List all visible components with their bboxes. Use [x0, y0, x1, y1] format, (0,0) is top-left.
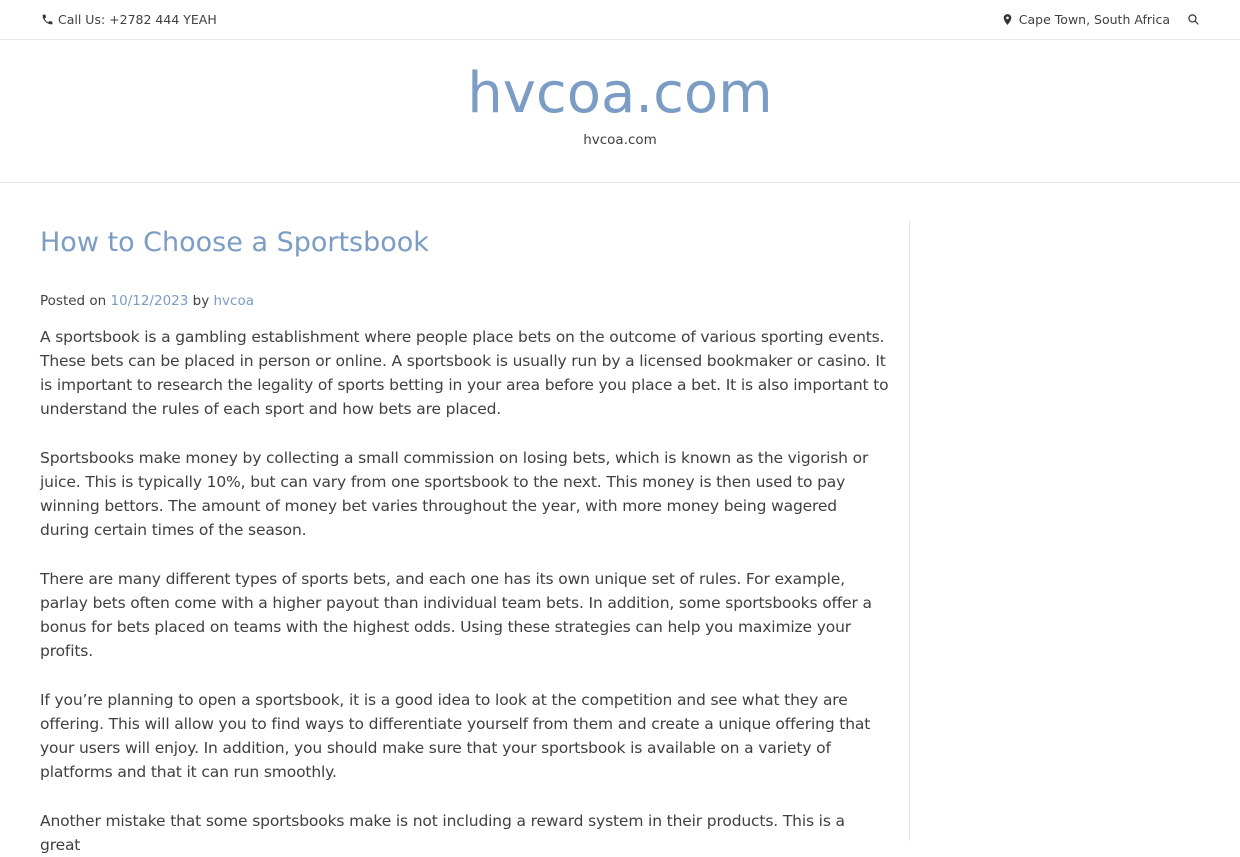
post-content: [40, 325, 889, 857]
site-title-link[interactable]: hvcoa.com: [467, 61, 773, 126]
site-header: [0, 40, 1240, 183]
post-paragraph: A sportsbook is a gambling establishment where people place bets on the outcome of various sporting events. These bets can be placed in person or online. A sportsbook is usually run by a licensed bookmaker or casino. It is important to research the legality of sports betting in your area before you place a bet. It is also important to understand the rules of each sport and how bets are placed.: [40, 328, 889, 418]
posted-on-label: Posted on: [40, 293, 107, 309]
site-description: hvcoa.com: [583, 132, 657, 148]
post-title: How to Choose a Sportsbook: [40, 227, 429, 258]
content-area: [0, 221, 1240, 854]
post-paragraph: If you’re planning to open a sportsbook, it is a good idea to look at the competition and see what they are offering. This will allow you to find ways to differentiate yourself from them and create a unique offering that your users will enjoy. In addition, you should make sure that your sportsbook is available on a variety of platforms and that it can run smoothly.: [40, 691, 871, 781]
post-date-link[interactable]: 10/12/2023: [110, 293, 189, 309]
post-paragraph: There are many different types of sports bets, and each one has its own unique set of rules. For example, parlay bets often come with a higher payout than individual team bets. In addition, some sportsbooks offer a bonus for bets placed on teams with the highest odds. Using these strategies can help you maximize your profits.: [40, 570, 872, 660]
post-article: [40, 223, 889, 857]
location-text: Cape Town, South Africa: [1018, 12, 1170, 27]
phone-text: Call Us: +2782 444 YEAH: [58, 12, 217, 27]
top-bar: [0, 0, 1240, 40]
post-author-link[interactable]: hvcoa: [213, 293, 254, 309]
post-paragraph: Another mistake that some sportsbooks make is not including a reward system in their products. This is a great: [40, 812, 845, 854]
post-meta: [40, 293, 889, 309]
search-icon[interactable]: [1186, 13, 1200, 27]
topbar-right: [1001, 12, 1200, 27]
primary-content: [40, 221, 910, 854]
phone-icon: [40, 13, 54, 27]
map-marker-icon: [1001, 13, 1015, 27]
contact-phone: [40, 12, 217, 27]
sidebar: [910, 221, 1200, 841]
post-paragraph: Sportsbooks make money by collecting a small commission on losing bets, which is known as the vigorish or juice. This is typically 10%, but can vary from one sportsbook to the next. This money is then used to pay winning bettors. The amount of money bet varies throughout the year, with more money being wagered during certain times of the season.: [40, 449, 869, 539]
by-label: by: [192, 293, 210, 309]
